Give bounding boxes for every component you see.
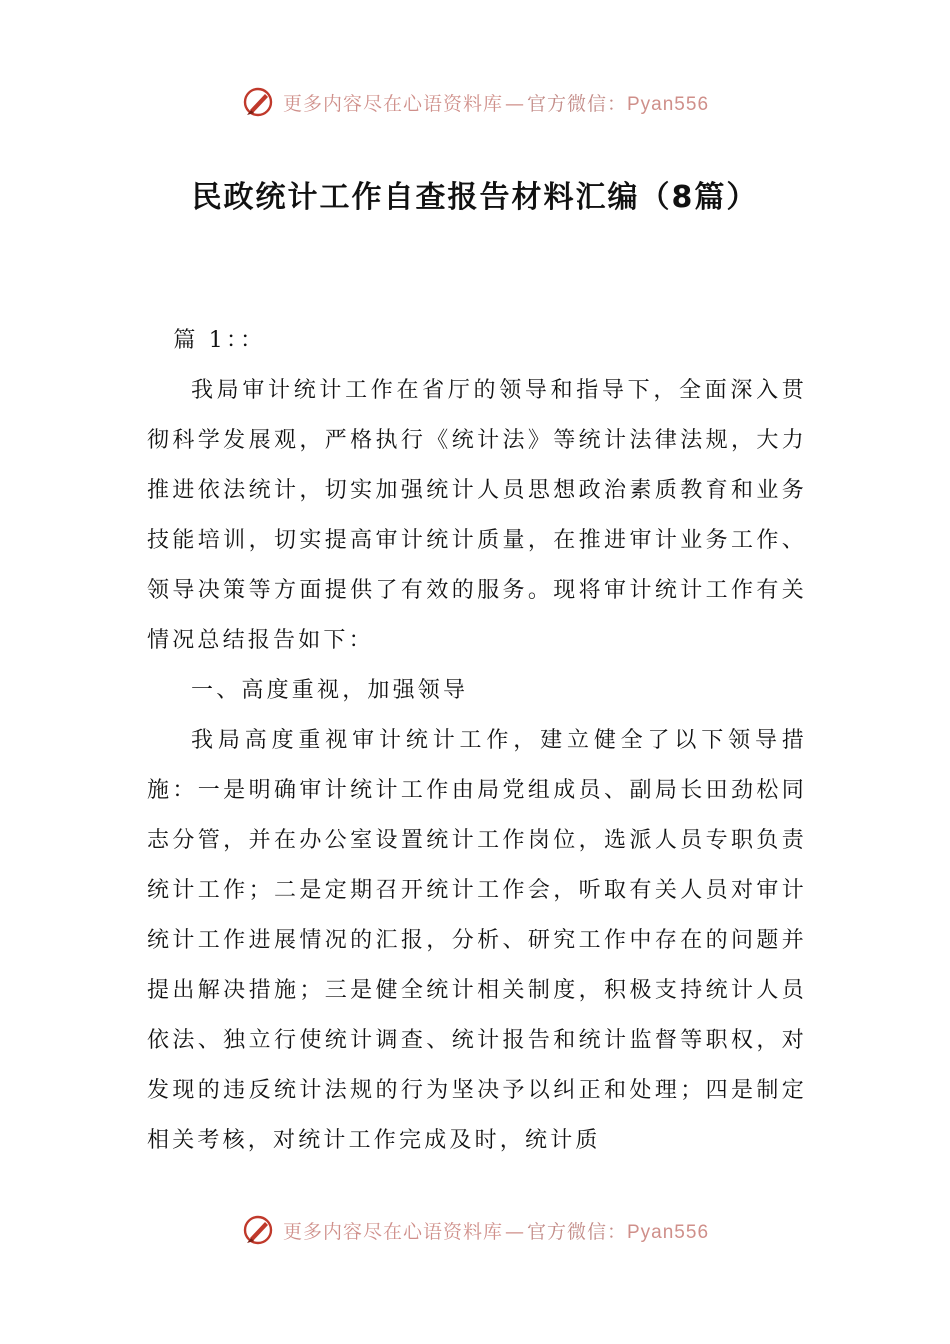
watermark-wechat-id: Pyan556 bbox=[627, 93, 710, 115]
heading-paragraph: 一、高度重视，加强领导 bbox=[191, 678, 469, 703]
watermark-wechat-id: Pyan556 bbox=[627, 1221, 710, 1243]
pen-logo-icon bbox=[241, 1213, 275, 1247]
paragraph: 我局审计统计工作在省厅的领导和指导下，全面深入贯彻科学发展观，严格执行《统计法》等统计法律法规，大力推进依法统计，切实加强统计人员思想政治素质教育和业务技能培训，切实提高审计统计质量，在推进审计业务工作、领导决策等方面提供了有效的服务。现将审计统计工作有关情况总结报告如下： bbox=[147, 378, 807, 653]
document-title: 民政统计工作自查报告材料汇编（8篇） bbox=[191, 180, 759, 215]
paragraph: 我局高度重视审计统计工作，建立健全了以下领导措施：一是明确审计统计工作由局党组成员、副局长田劲松同志分管，并在办公室设置统计工作岗位，选派人员专职负责统计工作；二是定期召开统计工作会，听取有关人员对审计统计工作进展情况的汇报，分析、研究工作中存在的问题并提出解决措施；三是健全统计相关制度，积极支持统计人员依法、独立行使统计调查、统计报告和统计监督等职权，对发现的违反统计法规的行为坚决予以纠正和处理；四是制定相关考核，对统计工作完成及时，统计质 bbox=[147, 728, 807, 1153]
watermark-separator: — bbox=[504, 92, 525, 115]
watermark-site: 更多内容尽在心语资料库 bbox=[282, 92, 503, 115]
watermark-separator: — bbox=[504, 1220, 525, 1243]
watermark-wechat-label: 官方微信： bbox=[526, 1220, 627, 1243]
document-body bbox=[147, 316, 807, 1166]
watermark-wechat-label: 官方微信： bbox=[526, 92, 627, 115]
header-watermark bbox=[0, 82, 950, 122]
section-label: 篇 1：： bbox=[173, 328, 266, 353]
watermark-site: 更多内容尽在心语资料库 bbox=[282, 1220, 503, 1243]
watermark-text bbox=[283, 89, 709, 116]
pen-logo-icon bbox=[241, 85, 275, 119]
watermark-text bbox=[283, 1217, 709, 1244]
footer-watermark bbox=[0, 1210, 950, 1250]
